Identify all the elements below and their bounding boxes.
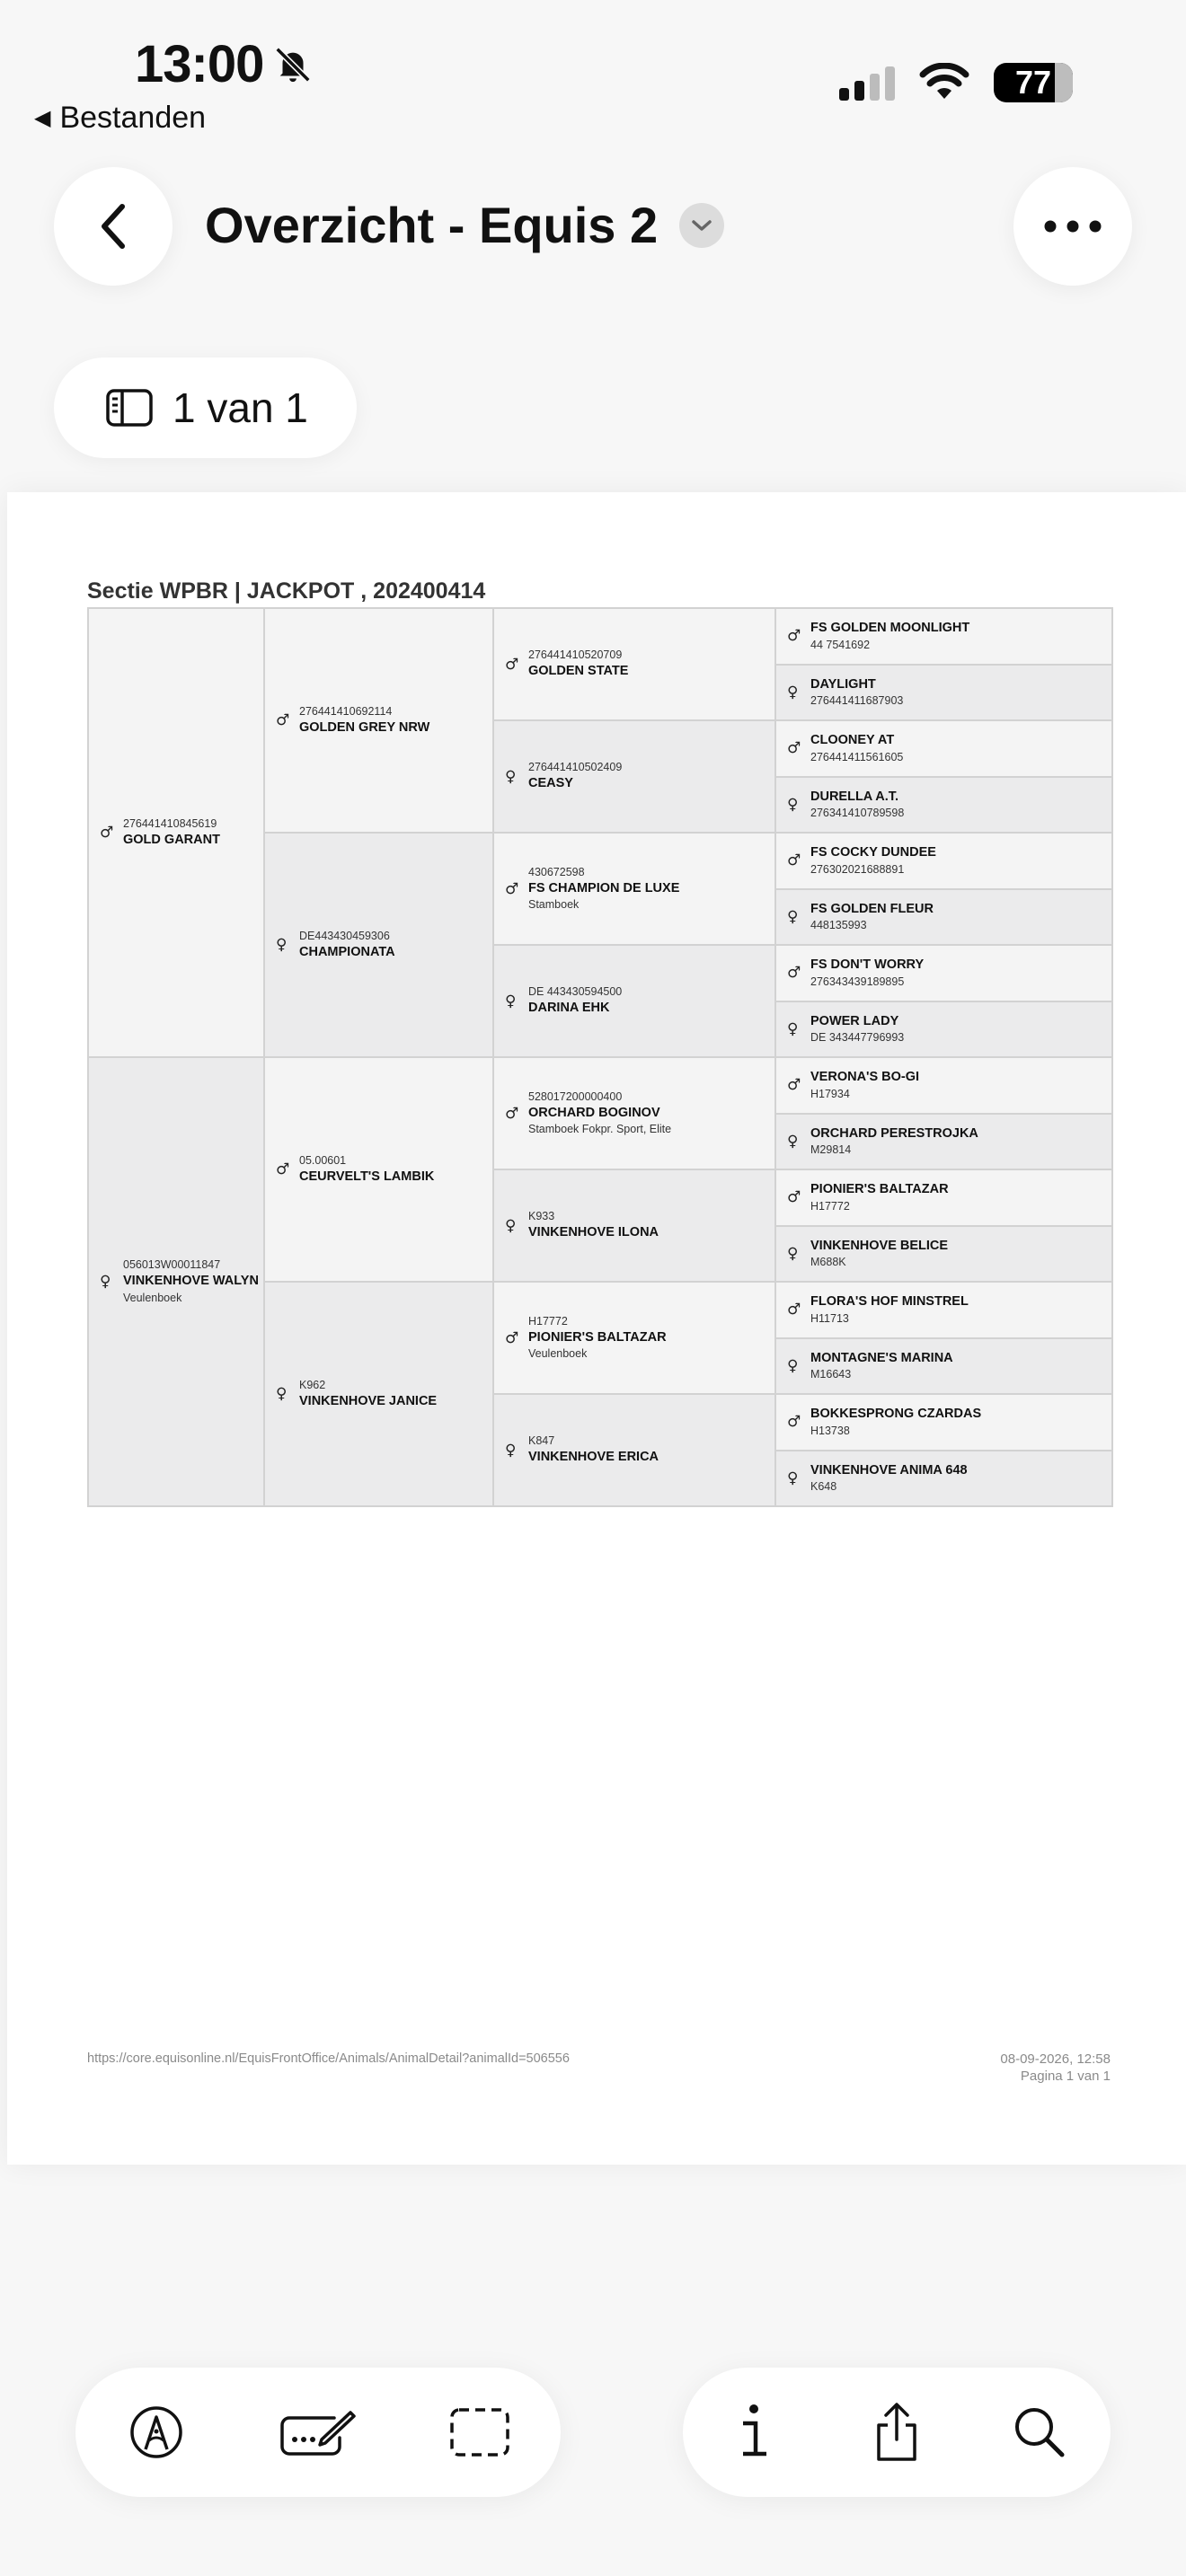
sex-icon: ♂	[787, 739, 801, 758]
pedigree-cell-gen2	[263, 832, 494, 1058]
registration-number: DE443430459306	[299, 929, 390, 942]
page-indicator-button[interactable]: 1 van 1	[54, 357, 357, 458]
sex-icon: ♂	[787, 851, 801, 870]
horse-name: PIONIER'S BALTAZAR	[528, 1329, 667, 1345]
pedigree-cell-gen4	[774, 1225, 1113, 1284]
pedigree-cell-gen4	[774, 1001, 1113, 1059]
sex-icon: ♂	[505, 1104, 519, 1123]
horse-info	[123, 816, 220, 849]
registration-number: M16643	[810, 1368, 852, 1381]
pen-tip-circle-icon	[128, 2404, 184, 2460]
pedigree-cell-gen3	[492, 1393, 776, 1507]
registration-number: 276441410845619	[123, 816, 217, 830]
horse-name: FS DON'T WORRY	[810, 957, 925, 973]
pedigree-cell-gen4	[774, 1113, 1113, 1171]
horse-name: FS GOLDEN FLEUR	[810, 901, 934, 916]
pedigree-cell-gen4	[774, 888, 1113, 947]
status-time: 13:00	[135, 34, 314, 94]
registration-number: H11713	[810, 1311, 849, 1325]
registration-number: 056013W00011847	[123, 1258, 221, 1272]
sex-icon: ♀	[505, 1441, 517, 1460]
horse-info	[299, 1378, 437, 1410]
pedigree-cell-gen4	[774, 1281, 1113, 1339]
pedigree-cell-gen4	[774, 1393, 1113, 1451]
sidebar-icon	[106, 389, 153, 427]
share-button[interactable]	[847, 2383, 946, 2482]
horse-name: ORCHARD BOGINOV	[528, 1105, 660, 1120]
sex-icon: ♂	[787, 1188, 801, 1207]
search-icon	[1013, 2405, 1067, 2459]
studbook-label: Stamboek Fokpr. Sport, Elite	[528, 1123, 672, 1136]
sex-icon: ♀	[100, 1273, 111, 1291]
horse-info	[528, 760, 622, 792]
horse-name: MONTAGNE'S MARINA	[810, 1350, 953, 1365]
sex-icon: ♀	[787, 1132, 799, 1151]
info-icon	[736, 2404, 772, 2461]
search-button[interactable]	[990, 2383, 1089, 2482]
registration-number: 528017200000400	[528, 1090, 623, 1103]
horse-name: POWER LADY	[810, 1013, 899, 1028]
battery-icon: 77	[994, 63, 1073, 102]
horse-info	[810, 732, 903, 764]
registration-number: 276441411687903	[810, 694, 904, 708]
sex-icon: ♀	[787, 907, 799, 926]
horse-info	[810, 1125, 978, 1158]
pedigree-cell-gen4	[774, 664, 1113, 722]
pedigree-cell-gen1	[87, 607, 265, 1058]
studbook-label: Veulenboek	[528, 1347, 588, 1361]
pedigree-cell-gen4	[774, 1450, 1113, 1508]
chevron-down-icon	[679, 203, 724, 248]
horse-name: VINKENHOVE JANICE	[299, 1393, 438, 1408]
ellipsis-icon	[1044, 220, 1102, 233]
pedigree-cell-gen3	[492, 1281, 776, 1395]
sex-icon: ♀	[787, 795, 799, 814]
chevron-left-icon	[95, 201, 131, 251]
horse-info	[810, 676, 903, 709]
footer-meta	[1000, 2051, 1111, 2086]
signature-button[interactable]	[269, 2383, 367, 2482]
info-button[interactable]	[704, 2383, 803, 2482]
pedigree-cell-gen2	[263, 1281, 494, 1507]
pedigree-cell-gen2	[263, 1056, 494, 1283]
footer-date: 08-09-2026, 12:58	[1000, 2051, 1111, 2067]
status-indicators	[839, 63, 1073, 102]
horse-info	[810, 1462, 968, 1495]
horse-name: DURELLA A.T.	[810, 789, 899, 804]
registration-number: 276343439189895	[810, 975, 905, 988]
pedigree-cell-gen4	[774, 832, 1113, 890]
horse-info	[810, 957, 924, 989]
studbook-label: Veulenboek	[123, 1291, 182, 1304]
back-to-app-link[interactable]: ◀ Bestanden	[34, 101, 207, 135]
horse-info	[299, 704, 429, 737]
sex-icon: ♀	[787, 1244, 799, 1263]
horse-info	[810, 844, 936, 877]
horse-name: VINKENHOVE ILONA	[528, 1225, 659, 1240]
pedigree-cell-gen4	[774, 719, 1113, 778]
footer-url: https://core.equisonline.nl/EquisFrontOffice/Animals/AnimalDetail?animalId=506556	[87, 2051, 570, 2066]
sex-icon: ♀	[787, 1356, 799, 1375]
registration-number: 276441411561605	[810, 750, 904, 763]
sex-icon: ♂	[505, 1328, 519, 1347]
registration-number: M29814	[810, 1143, 852, 1157]
horse-info	[810, 1181, 949, 1213]
registration-number: K962	[299, 1378, 326, 1391]
horse-info	[528, 1090, 671, 1137]
registration-number: H17772	[810, 1199, 850, 1213]
horse-name: FLORA'S HOF MINSTREL	[810, 1294, 969, 1310]
selection-button[interactable]	[430, 2383, 529, 2482]
horse-info	[810, 1293, 969, 1326]
horse-name: CEURVELT'S LAMBIK	[299, 1169, 435, 1184]
horse-name: VERONA'S BO-GI	[810, 1070, 920, 1085]
pedigree-cell-gen4	[774, 1056, 1113, 1115]
back-button[interactable]	[54, 167, 173, 286]
registration-number: H17772	[528, 1314, 568, 1328]
markup-button[interactable]	[107, 2383, 206, 2482]
horse-name: DARINA EHK	[528, 1001, 610, 1016]
registration-number: H17934	[810, 1087, 850, 1100]
sex-icon: ♂	[100, 824, 114, 842]
pedigree-cell-gen3	[492, 1169, 776, 1283]
horse-name: BOKKESPRONG CZARDAS	[810, 1407, 982, 1422]
horse-info	[528, 865, 679, 913]
bell-slash-icon	[272, 44, 314, 85]
more-button[interactable]	[1013, 167, 1132, 286]
registration-number: H13738	[810, 1424, 850, 1437]
horse-info	[528, 1434, 659, 1466]
horse-name: ORCHARD PERESTROJKA	[810, 1125, 978, 1141]
horse-name: FS GOLDEN MOONLIGHT	[810, 621, 970, 636]
sex-icon: ♂	[787, 1076, 801, 1095]
horse-name: VINKENHOVE ANIMA 648	[810, 1462, 968, 1478]
registration-number: 276441410692114	[299, 704, 393, 718]
sex-icon: ♂	[787, 1301, 801, 1319]
registration-number: 44 7541692	[810, 638, 871, 651]
horse-info	[810, 901, 934, 933]
horse-info	[528, 1209, 659, 1241]
pedigree-cell-gen4	[774, 944, 1113, 1002]
horse-info	[299, 929, 395, 961]
horse-info	[299, 1153, 434, 1186]
horse-info	[528, 984, 622, 1017]
horse-info	[810, 1238, 948, 1270]
dashed-rectangle-icon	[449, 2407, 510, 2457]
document-title-menu[interactable]	[205, 196, 724, 254]
pedigree-cell-gen4	[774, 607, 1113, 666]
sex-icon: ♀	[276, 1385, 288, 1403]
signature-icon	[279, 2407, 358, 2457]
pedigree-cell-gen3	[492, 607, 776, 721]
horse-name: VINKENHOVE ERICA	[528, 1450, 659, 1465]
registration-number: 276341410789598	[810, 807, 905, 820]
studbook-label: Stamboek	[528, 898, 580, 912]
pedigree-cell-gen3	[492, 944, 776, 1058]
registration-number: 05.00601	[299, 1153, 347, 1167]
sex-icon: ♀	[787, 1469, 799, 1487]
pedigree-cell-gen2	[263, 607, 494, 834]
back-triangle-icon: ◀	[34, 106, 51, 130]
markup-toolbar	[75, 2368, 561, 2497]
horse-info	[810, 620, 969, 652]
sex-icon: ♀	[787, 683, 799, 701]
horse-name: GOLD GARANT	[123, 832, 220, 847]
horse-name: CLOONEY AT	[810, 733, 895, 748]
registration-number: 276441410520709	[528, 648, 623, 662]
pedigree-cell-gen1	[87, 1056, 265, 1507]
sex-icon: ♂	[276, 711, 290, 729]
pedigree-cell-gen3	[492, 1056, 776, 1170]
sex-icon: ♀	[505, 767, 517, 786]
horse-name: GOLDEN GREY NRW	[299, 719, 430, 735]
footer-page: Pagina 1 van 1	[1020, 2068, 1111, 2084]
cellular-signal-icon	[839, 65, 895, 101]
pedigree-title: Sectie WPBR | JACKPOT , 202400414	[87, 578, 486, 604]
registration-number: 448135993	[810, 919, 867, 932]
sex-icon: ♂	[505, 655, 519, 674]
registration-number: K847	[528, 1434, 555, 1448]
horse-name: PIONIER'S BALTAZAR	[810, 1182, 949, 1197]
pedigree-cell-gen4	[774, 1169, 1113, 1227]
horse-info	[810, 1350, 953, 1382]
registration-number: K648	[810, 1480, 837, 1494]
page-title: Overzicht - Equis 2	[205, 197, 659, 253]
pedigree-table	[87, 607, 1111, 1505]
horse-name: VINKENHOVE WALYN	[123, 1274, 259, 1289]
horse-name: DAYLIGHT	[810, 676, 876, 692]
registration-number: M688K	[810, 1256, 846, 1269]
pedigree-cell-gen3	[492, 832, 776, 946]
sex-icon: ♀	[276, 936, 288, 954]
horse-info	[810, 1013, 904, 1045]
horse-name: FS COCKY DUNDEE	[810, 845, 936, 860]
pedigree-cell-gen3	[492, 719, 776, 834]
registration-number: DE 343447796993	[810, 1031, 905, 1045]
horse-info	[123, 1257, 259, 1305]
horse-info	[528, 648, 628, 680]
sex-icon: ♂	[787, 627, 801, 646]
sex-icon: ♀	[505, 992, 517, 1010]
sex-icon: ♂	[276, 1160, 290, 1178]
document-page[interactable]	[7, 492, 1186, 2165]
sex-icon: ♀	[787, 1019, 799, 1038]
sex-icon: ♂	[787, 1413, 801, 1432]
horse-info	[810, 1406, 981, 1438]
horse-info	[810, 789, 904, 821]
sex-icon: ♂	[505, 879, 519, 898]
horse-info	[528, 1314, 667, 1362]
pedigree-cell-gen4	[774, 1337, 1113, 1396]
pedigree-cell-gen4	[774, 776, 1113, 834]
horse-info	[810, 1069, 919, 1101]
registration-number: 430672598	[528, 865, 585, 878]
horse-name: FS CHAMPION DE LUXE	[528, 880, 680, 895]
wifi-icon	[918, 63, 970, 102]
share-icon	[872, 2402, 922, 2463]
horse-name: CEASY	[528, 776, 573, 791]
sex-icon: ♀	[505, 1216, 517, 1235]
horse-name: VINKENHOVE BELICE	[810, 1238, 949, 1253]
horse-name: CHAMPIONATA	[299, 944, 395, 959]
registration-number: 276302021688891	[810, 862, 905, 876]
sex-icon: ♂	[787, 964, 801, 983]
horse-name: GOLDEN STATE	[528, 664, 629, 679]
registration-number: K933	[528, 1210, 555, 1223]
registration-number: DE 443430594500	[528, 985, 623, 999]
document-toolbar	[683, 2368, 1111, 2497]
registration-number: 276441410502409	[528, 761, 623, 774]
